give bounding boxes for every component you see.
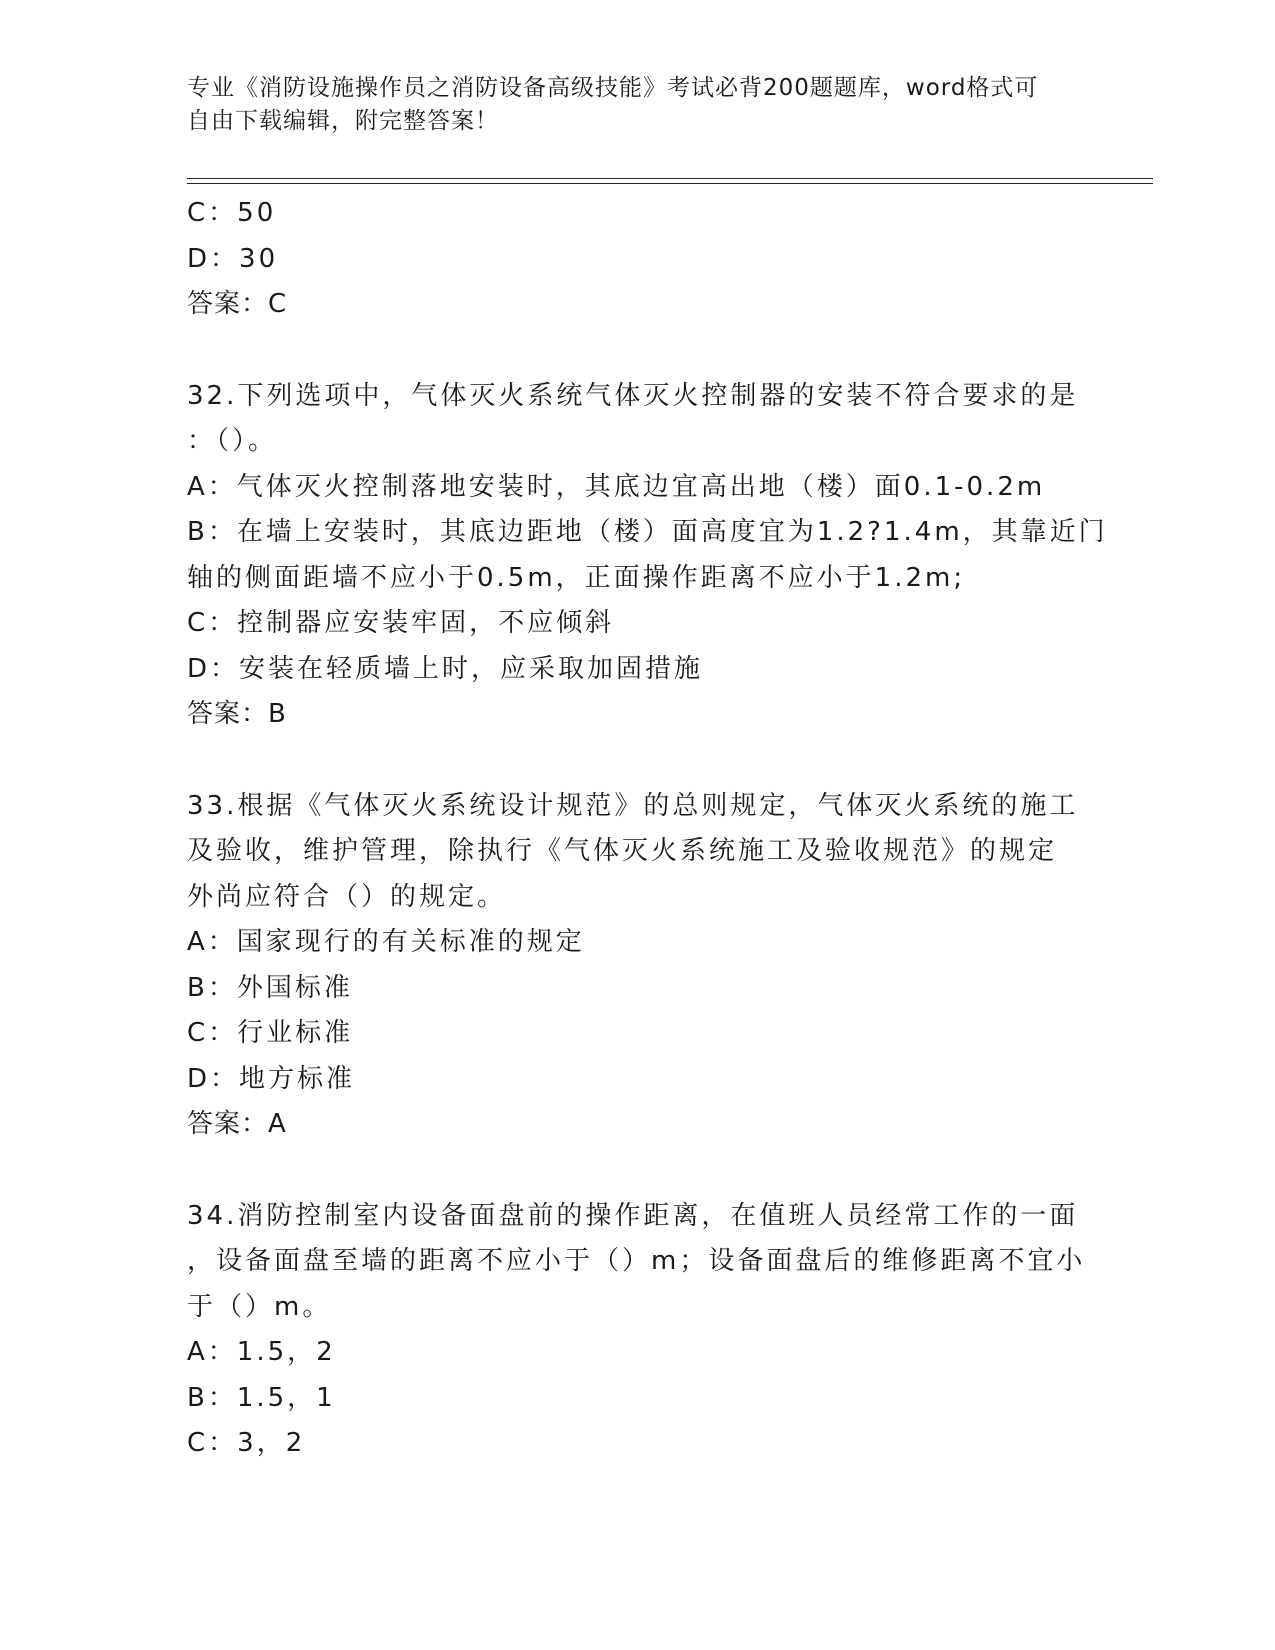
answer: 答案：B — [187, 699, 287, 729]
question-stem-continued: ，设备面盘至墙的距离不应小于（）m；设备面盘后的维修距离不宜小 — [187, 1246, 1086, 1276]
option-b-continued: 轴的侧面距墙不应小于0.5m，正面操作距离不应小于1.2m; — [187, 562, 966, 593]
question-list — [187, 191, 1108, 1467]
option-b: B：外国标准 — [187, 972, 353, 1003]
spacer — [187, 1148, 1087, 1194]
option-a: A：国家现行的有关标准的规定 — [187, 927, 585, 957]
question-stem-continued: 外尚应符合（）的规定。 — [187, 881, 507, 912]
spacer — [187, 328, 1087, 374]
question-stem: 33.根据《气体灭火系统设计规范》的总则规定，气体灭火系统的施工 — [187, 790, 1079, 821]
question-stem-continued: ：（）。 — [187, 426, 278, 456]
header-line-1: 专业《消防设施操作员之消防设备高级技能》考试必背200题题库，word格式可 — [187, 75, 1039, 101]
question-34 — [187, 1194, 1087, 1467]
option-d: D：30 — [187, 243, 279, 274]
question-stem-continued: 于（）m。 — [187, 1291, 332, 1322]
option-c: C：50 — [187, 198, 277, 228]
option-a: A：1.5，2 — [187, 1337, 336, 1367]
question-stem: 34.消防控制室内设备面盘前的操作距离，在值班人员经常工作的一面 — [187, 1200, 1079, 1231]
header-divider-bottom — [187, 183, 1153, 184]
question-32 — [187, 374, 1108, 738]
header-divider-top — [187, 178, 1153, 179]
option-c: C：控制器应安装牢固，不应倾斜 — [187, 608, 615, 638]
answer: 答案：A — [187, 1109, 287, 1139]
option-d: D：安装在轻质墙上时，应采取加固措施 — [187, 653, 704, 684]
option-b: B：1.5，1 — [187, 1382, 336, 1413]
option-c: C：行业标准 — [187, 1018, 354, 1048]
option-d: D：地方标准 — [187, 1063, 356, 1094]
option-b: B：在墙上安装时，其底边距地（楼）面高度宜为1.2?1.4m，其靠近门 — [187, 517, 1108, 547]
question-stem-continued: 及验收，维护管理，除执行《气体灭火系统施工及验收规范》的规定 — [187, 836, 1058, 866]
option-a: A：气体灭火控制落地安装时，其底边宜高出地（楼）面0.1-0.2m — [187, 471, 1046, 502]
question-31-tail — [187, 191, 1087, 328]
question-stem: 32.下列选项中，气体灭火系统气体灭火控制器的安装不符合要求的是 — [187, 380, 1079, 411]
question-33 — [187, 784, 1087, 1148]
option-c: C：3，2 — [187, 1428, 306, 1458]
document-header — [187, 72, 1087, 138]
answer: 答案：C — [187, 289, 288, 319]
header-line-2: 自由下载编辑，附完整答案！ — [187, 108, 499, 134]
spacer — [187, 738, 1087, 784]
